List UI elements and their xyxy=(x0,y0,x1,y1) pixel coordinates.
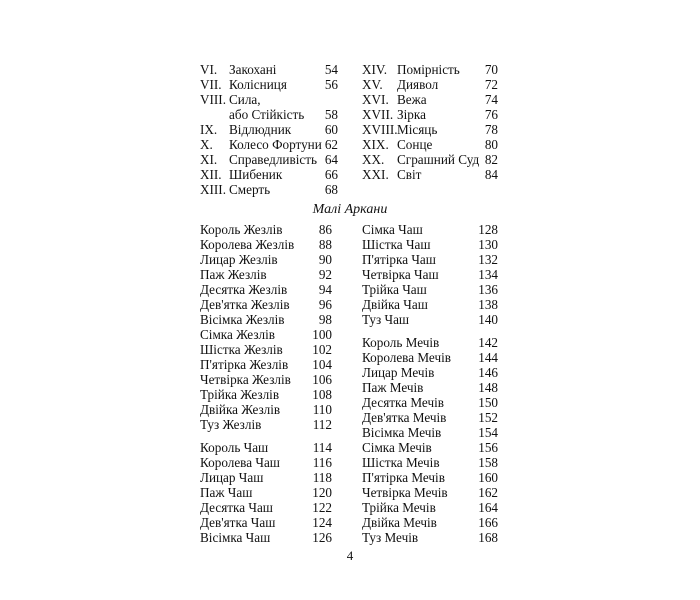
entry-title: Паж Жезлів xyxy=(200,267,267,282)
entry-page-number: 100 xyxy=(312,327,332,342)
entry-page-number: 60 xyxy=(324,122,338,137)
toc-entry xyxy=(362,395,498,410)
entry-page-number: 90 xyxy=(318,252,332,267)
entry-page-number: 164 xyxy=(478,500,498,515)
entry-title: Місяць xyxy=(397,122,438,137)
entry-page-number: 166 xyxy=(478,515,498,530)
toc-entry xyxy=(200,327,332,342)
toc-entry xyxy=(362,137,498,152)
entry-title: Зірка xyxy=(397,107,426,122)
toc-entry xyxy=(362,62,498,77)
entry-page-number: 82 xyxy=(484,152,498,167)
entry-numeral: XIV. xyxy=(362,62,388,77)
entry-title: Шістка Чаш xyxy=(362,237,431,252)
toc-entry xyxy=(200,312,332,327)
entry-title: Сімка Мечів xyxy=(362,440,432,455)
toc-entry xyxy=(362,470,498,485)
entry-title: Туз Мечів xyxy=(362,530,419,545)
entry-page-number: 70 xyxy=(484,62,498,77)
entry-page-number: 128 xyxy=(478,222,498,237)
entry-title: Справедливість xyxy=(229,152,317,167)
toc-entry xyxy=(362,365,498,380)
entry-title: Закохані xyxy=(229,62,277,77)
entry-title: Дев'ятка Мечів xyxy=(362,410,447,425)
toc-entry xyxy=(362,500,498,515)
entry-title: Сила, xyxy=(229,92,261,107)
entry-page-number: 84 xyxy=(484,167,498,182)
toc-entry xyxy=(200,152,338,167)
entry-numeral: XXI. xyxy=(362,167,389,182)
entry-title: Сонце xyxy=(397,137,433,152)
toc-entry xyxy=(200,92,338,107)
entry-title: П'ятірка Жезлів xyxy=(200,357,289,372)
entry-title: Шибеник xyxy=(229,167,283,182)
entry-numeral: VI. xyxy=(200,62,218,77)
toc-entry xyxy=(200,372,332,387)
entry-title: Двійка Чаш xyxy=(362,297,428,312)
entry-page-number: 122 xyxy=(312,500,332,515)
entry-numeral: IX. xyxy=(200,122,218,137)
entry-title: Сімка Жезлів xyxy=(200,327,276,342)
toc-entry xyxy=(200,485,332,500)
entry-page-number: 114 xyxy=(312,440,332,455)
entry-numeral: XVI. xyxy=(362,92,389,107)
entry-title: Трійка Мечів xyxy=(362,500,436,515)
entry-page-number: 118 xyxy=(312,470,332,485)
entry-page-number: 168 xyxy=(478,530,498,545)
entry-numeral: XV. xyxy=(362,77,383,92)
toc-entry xyxy=(362,152,498,167)
minor-arcana-right-column xyxy=(362,222,498,545)
entry-title: Вежа xyxy=(397,92,427,107)
entry-page-number: 94 xyxy=(318,282,332,297)
entry-page-number: 58 xyxy=(324,107,338,122)
entry-page-number: 116 xyxy=(312,455,332,470)
entry-title: Колесо Фортуни xyxy=(229,137,322,152)
toc-entry xyxy=(200,297,332,312)
toc-entry xyxy=(200,515,332,530)
entry-title: Смерть xyxy=(229,182,271,197)
entry-title: Трійка Жезлів xyxy=(200,387,280,402)
entry-title: Вісімка Чаш xyxy=(200,530,271,545)
toc-entry xyxy=(200,237,332,252)
entry-title: Диявол xyxy=(397,77,439,92)
entry-title: Шістка Мечів xyxy=(362,455,440,470)
entry-numeral: XIII. xyxy=(200,182,226,197)
entry-title: Королева Чаш xyxy=(200,455,280,470)
entry-page-number: 72 xyxy=(484,77,498,92)
entry-title: Трійка Чаш xyxy=(362,282,427,297)
entry-page-number: 96 xyxy=(318,297,332,312)
toc-entry xyxy=(362,297,498,312)
entry-title: Король Мечів xyxy=(362,335,440,350)
entry-page-number: 102 xyxy=(312,342,332,357)
entry-title: П'ятірка Мечів xyxy=(362,470,445,485)
entry-page-number: 156 xyxy=(478,440,498,455)
entry-page-number: 76 xyxy=(484,107,498,122)
entry-page-number: 152 xyxy=(478,410,498,425)
entry-page-number: 80 xyxy=(484,137,498,152)
entry-page-number: 130 xyxy=(478,237,498,252)
entry-title: Четвірка Мечів xyxy=(362,485,448,500)
entry-page-number: 148 xyxy=(478,380,498,395)
toc-entry xyxy=(362,455,498,470)
entry-title: Король Жезлів xyxy=(200,222,283,237)
toc-entry xyxy=(362,312,498,327)
entry-title: Шістка Жезлів xyxy=(200,342,283,357)
entry-title: Лицар Чаш xyxy=(200,470,264,485)
entry-numeral: XI. xyxy=(200,152,218,167)
entry-title: Сімка Чаш xyxy=(362,222,423,237)
toc-entry xyxy=(362,77,498,92)
entry-title: Четвірка Жезлів xyxy=(200,372,291,387)
entry-page-number: 154 xyxy=(478,425,498,440)
toc-entry xyxy=(362,167,498,182)
toc-entry xyxy=(200,470,332,485)
toc-entry xyxy=(200,530,332,545)
toc-entry xyxy=(200,500,332,515)
entry-page-number: 132 xyxy=(478,252,498,267)
toc-entry xyxy=(200,440,332,455)
entry-page-number: 92 xyxy=(318,267,332,282)
entry-page-number: 120 xyxy=(312,485,332,500)
toc-entry xyxy=(200,387,332,402)
entry-title: Вісімка Мечів xyxy=(362,425,442,440)
toc-entry xyxy=(362,515,498,530)
major-arcana-right-column xyxy=(362,62,498,182)
toc-entry xyxy=(200,282,332,297)
entry-page-number: 144 xyxy=(478,350,498,365)
entry-numeral: XX. xyxy=(362,152,385,167)
entry-numeral: XIX. xyxy=(362,137,389,152)
toc-entry xyxy=(200,107,338,122)
entry-page-number: 158 xyxy=(478,455,498,470)
toc-entry xyxy=(362,122,498,137)
entry-page-number: 108 xyxy=(312,387,332,402)
entry-title: Світ xyxy=(397,167,422,182)
entry-title: Колісниця xyxy=(229,77,287,92)
toc-entry xyxy=(200,417,332,432)
entry-title: Лицар Жезлів xyxy=(200,252,278,267)
toc-entry xyxy=(362,485,498,500)
toc-entry xyxy=(362,222,498,237)
toc-entry xyxy=(200,167,338,182)
toc-entry xyxy=(200,182,338,197)
entry-title: Туз Чаш xyxy=(362,312,410,327)
entry-title: Двійка Мечів xyxy=(362,515,437,530)
entry-page-number: 78 xyxy=(484,122,498,137)
entry-numeral: XII. xyxy=(200,167,222,182)
entry-page-number: 162 xyxy=(478,485,498,500)
entry-page-number: 142 xyxy=(478,335,498,350)
toc-entry xyxy=(362,530,498,545)
toc-entry xyxy=(362,440,498,455)
entry-page-number: 134 xyxy=(478,267,498,282)
entry-page-number: 66 xyxy=(324,167,338,182)
toc-entry xyxy=(362,410,498,425)
group-spacer xyxy=(200,432,332,440)
entry-page-number: 106 xyxy=(312,372,332,387)
entry-title: Королева Мечів xyxy=(362,350,451,365)
toc-entry xyxy=(200,267,332,282)
toc-entry xyxy=(362,425,498,440)
entry-page-number: 54 xyxy=(324,62,338,77)
entry-page-number: 136 xyxy=(478,282,498,297)
entry-title: Паж Чаш xyxy=(200,485,253,500)
toc-entry xyxy=(200,137,338,152)
toc-entry xyxy=(200,252,332,267)
entry-title: Королева Жезлів xyxy=(200,237,295,252)
entry-page-number: 150 xyxy=(478,395,498,410)
toc-entry xyxy=(200,357,332,372)
entry-title: Десятка Чаш xyxy=(200,500,273,515)
toc-entry xyxy=(362,335,498,350)
entry-title: П'ятірка Чаш xyxy=(362,252,436,267)
entry-title: Двійка Жезлів xyxy=(200,402,281,417)
entry-page-number: 110 xyxy=(312,402,332,417)
entry-numeral: VIII. xyxy=(200,92,226,107)
toc-entry xyxy=(200,342,332,357)
entry-page-number: 68 xyxy=(324,182,338,197)
entry-numeral: VII. xyxy=(200,77,222,92)
entry-page-number: 98 xyxy=(318,312,332,327)
toc-entry xyxy=(200,62,338,77)
toc-entry xyxy=(362,237,498,252)
entry-title: Дев'ятка Жезлів xyxy=(200,297,290,312)
toc-entry xyxy=(200,122,338,137)
toc-entry xyxy=(362,267,498,282)
entry-title: Паж Мечів xyxy=(362,380,424,395)
entry-page-number: 74 xyxy=(484,92,498,107)
toc-entry xyxy=(200,402,332,417)
page-number: 4 xyxy=(346,548,354,563)
toc-entry xyxy=(362,350,498,365)
entry-page-number: 104 xyxy=(312,357,332,372)
entry-page-number: 64 xyxy=(324,152,338,167)
toc-entry xyxy=(362,380,498,395)
entry-title: Вісімка Жезлів xyxy=(200,312,285,327)
toc-entry xyxy=(362,92,498,107)
entry-title: Король Чаш xyxy=(200,440,269,455)
toc-entry xyxy=(200,222,332,237)
minor-arcana-left-column xyxy=(200,222,332,545)
entry-numeral: XVII. xyxy=(362,107,394,122)
entry-title: Лицар Мечів xyxy=(362,365,435,380)
toc-entry xyxy=(362,107,498,122)
entry-page-number: 126 xyxy=(312,530,332,545)
entry-page-number: 88 xyxy=(318,237,332,252)
entry-page-number: 124 xyxy=(312,515,332,530)
group-spacer xyxy=(362,327,498,335)
entry-page-number: 112 xyxy=(312,417,332,432)
toc-entry xyxy=(200,455,332,470)
entry-title: Відлюдник xyxy=(229,122,292,137)
entry-numeral: X. xyxy=(200,137,213,152)
entry-title: Четвірка Чаш xyxy=(362,267,439,282)
entry-title: або Стійкість xyxy=(229,107,305,122)
minor-arcana-heading: Малі Аркани xyxy=(312,202,388,217)
entry-page-number: 138 xyxy=(478,297,498,312)
major-arcana-left-column xyxy=(200,62,338,197)
entry-page-number: 160 xyxy=(478,470,498,485)
toc-entry xyxy=(362,252,498,267)
entry-title: Десятка Жезлів xyxy=(200,282,288,297)
entry-title: Дев'ятка Чаш xyxy=(200,515,276,530)
toc-entry xyxy=(362,282,498,297)
entry-page-number: 56 xyxy=(324,77,338,92)
entry-title: Туз Жезлів xyxy=(200,417,262,432)
entry-page-number: 140 xyxy=(478,312,498,327)
entry-page-number: 62 xyxy=(324,137,338,152)
toc-entry xyxy=(200,77,338,92)
entry-title: Помірність xyxy=(397,62,460,77)
entry-page-number: 146 xyxy=(478,365,498,380)
entry-title: Сграшний Суд xyxy=(397,152,480,167)
entry-numeral: XVIII. xyxy=(362,122,398,137)
entry-page-number: 86 xyxy=(318,222,332,237)
entry-title: Десятка Мечів xyxy=(362,395,444,410)
